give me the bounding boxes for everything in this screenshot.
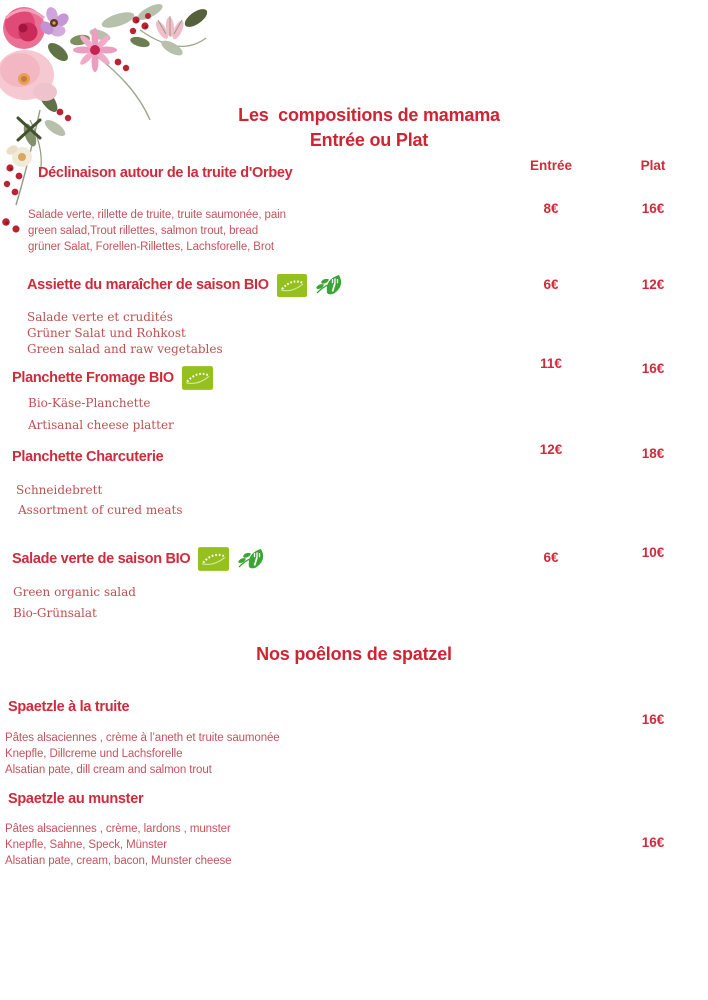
dish-name: Salade verte de saison BIO [12,551,191,567]
dish-description-line: Green salad and raw vegetables [27,342,223,356]
price-entree: 12€ [539,442,563,457]
page-subtitle: Entrée ou Plat [309,130,429,150]
dish-description-line: Artisanal cheese platter [28,418,174,432]
page-title: Les compositions de mamama [238,105,500,125]
menu-item-declinaison-truite [28,164,292,255]
price-entree: 6€ [543,550,559,565]
menu-item-spaetzle-munster [5,790,231,869]
section-title-spatzel: Nos poêlons de spatzel [256,644,452,664]
dish-description-line: Knepfle, Dillcreme und Lachsforelle [5,748,183,760]
price-entree: 6€ [543,277,559,292]
dish-description-line: Assortment of cured meats [18,503,183,517]
dish-description-line: Alsatian pate, cream, bacon, Munster cheese [5,855,232,867]
eu-organic-logo-icon [277,274,307,297]
menu-item-planchette-charcuterie [12,448,183,517]
dish-description-line: Salade verte et crudités [27,310,173,324]
menu-item-salade-verte [13,547,267,620]
menu-item-spaetzle-truite [5,698,280,778]
price-plat: 16€ [641,361,665,376]
dish-description-line: Alsatian pate, dill cream and salmon trout [5,764,212,776]
column-header-entree: Entrée [529,158,573,173]
dish-name: Planchette Charcuterie [12,449,164,465]
dish-description-line: Schneidebrett [16,483,103,497]
dish-description-line: Pâtes alsaciennes , crème à l’aneth et truite saumonée [5,732,280,744]
price-plat: 18€ [641,446,665,461]
dish-name: Spaetzle à la truite [8,699,130,715]
vegetarian-leaf-fork-icon [315,273,345,297]
price-plat: 16€ [641,835,665,850]
menu-header [30,103,708,153]
eu-organic-logo-icon [182,366,213,390]
dish-description-line: Salade verte, rillette de truite, truite saumonée, pain [28,209,286,221]
dish-description-line: grüner Salat, Forellen-Rillettes, Lachsforelle, Brot [28,241,274,253]
dish-description-line: Bio-Käse-Planchette [28,396,151,410]
price-plat: 16€ [641,201,665,216]
dish-name: Déclinaison autour de la truite d'Orbey [38,165,293,181]
menu-item-planchette-fromage [12,366,213,432]
price-plat: 12€ [641,277,665,292]
price-plat: 10€ [641,545,665,560]
dish-description-line: Grüner Salat und Rohkost [27,326,186,340]
dish-description-line: Knepfle, Sahne, Speck, Münster [5,839,167,851]
column-header-plat: Plat [640,158,666,173]
vegetarian-leaf-fork-icon [237,547,267,571]
menu-item-assiette-maraicher [27,273,345,356]
price-entree: 11€ [540,356,562,371]
eu-organic-logo-icon [198,547,229,571]
dish-name: Assiette du maraîcher de saison BIO [27,277,269,293]
dish-description-line: Bio-Grünsalat [13,606,97,620]
price-entree: 8€ [543,201,559,216]
dish-description-line: Green organic salad [13,585,136,599]
price-plat: 16€ [641,712,665,727]
dish-description-line: green salad,Trout rillettes, salmon trout, bread [28,225,259,237]
dish-description-line: Pâtes alsaciennes , crème, lardons , munster [5,823,231,835]
dish-name: Planchette Fromage BIO [12,370,174,386]
dish-name: Spaetzle au munster [8,791,144,807]
